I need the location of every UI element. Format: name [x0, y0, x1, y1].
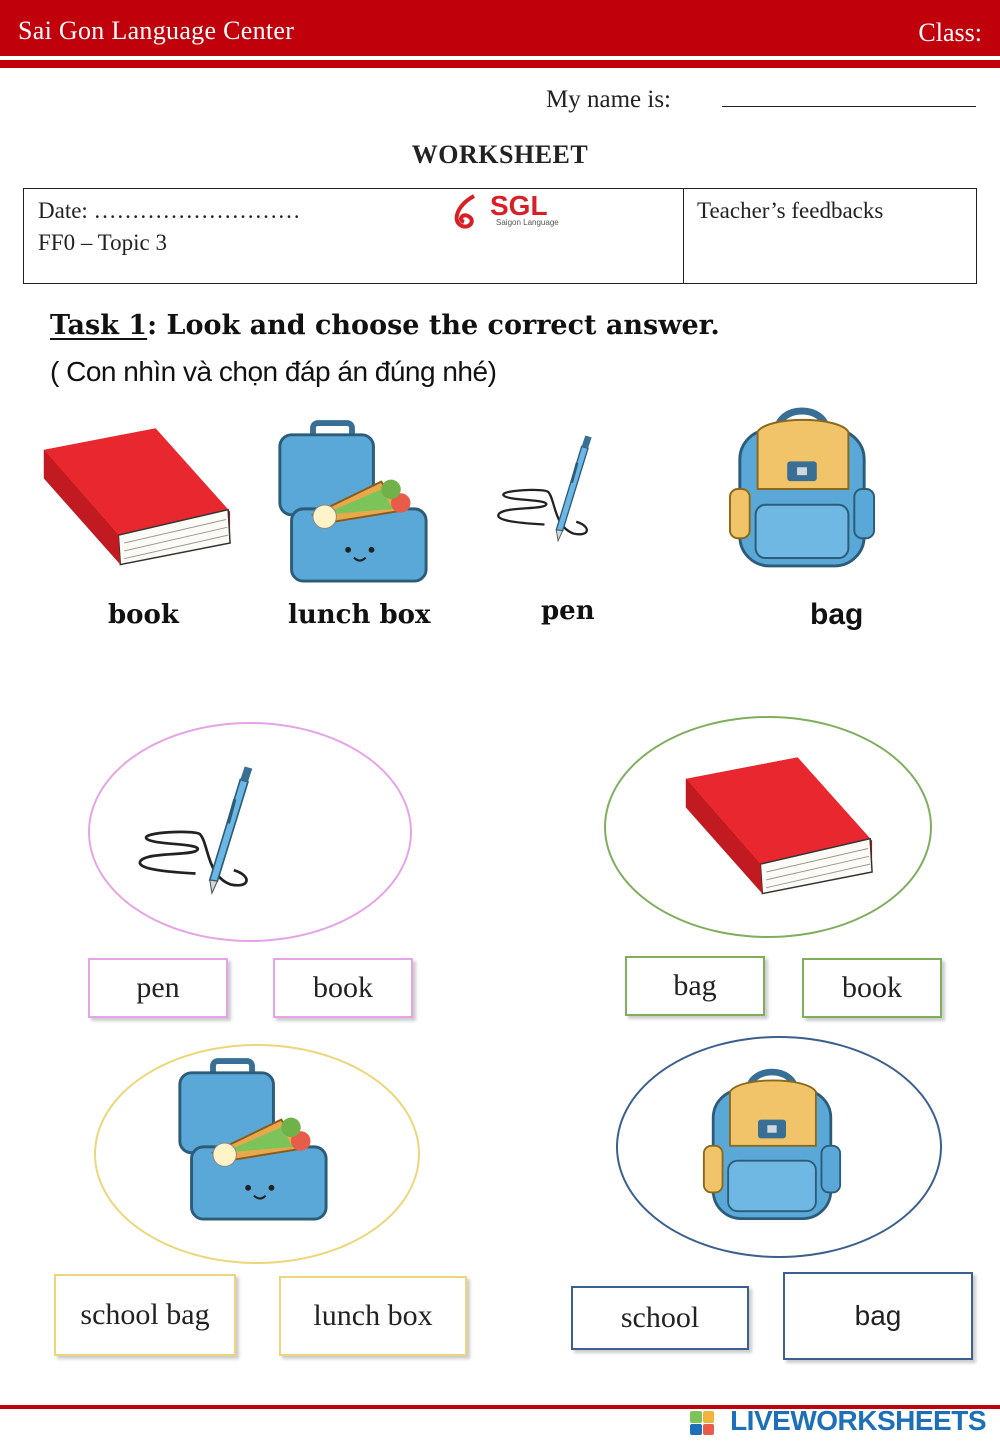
q3-option-2[interactable]: lunch box: [279, 1276, 467, 1356]
vocab-word-bag: bag: [810, 598, 864, 631]
sgl-logo-sub: Saigon Language: [496, 218, 559, 227]
info-divider: [683, 188, 684, 284]
sgl-logo: [452, 190, 562, 232]
center-name: Sai Gon Language Center: [18, 16, 295, 45]
q3-option-1[interactable]: school bag: [54, 1274, 236, 1356]
q1-option-2[interactable]: book: [273, 958, 413, 1018]
feedback-label: Teacher’s feedbacks: [697, 198, 884, 223]
liveworksheets-logo-icon: [690, 1411, 714, 1435]
class-label: Class:: [918, 18, 982, 47]
question-4-backpack-icon: [702, 1060, 842, 1226]
vocab-word-lunch-box: lunch box: [288, 600, 431, 630]
question-2-book-icon: [680, 748, 876, 898]
date-label: Date: ………………………: [38, 198, 301, 223]
q2-option-2[interactable]: book: [802, 958, 942, 1018]
q4-option-1[interactable]: school: [571, 1286, 749, 1350]
lunchbox-icon: [274, 420, 430, 588]
header-underline: [0, 60, 1000, 68]
vocab-word-book: book: [108, 600, 179, 630]
question-1-pen-icon: [130, 754, 272, 910]
q1-option-1[interactable]: pen: [88, 958, 228, 1018]
pen-icon: [490, 430, 608, 550]
q4-option-2[interactable]: bag: [783, 1272, 973, 1360]
name-input-line[interactable]: [722, 106, 976, 107]
name-label: My name is:: [546, 86, 671, 113]
question-3-lunchbox-icon: [174, 1058, 330, 1226]
sgl-logo-text: SGL: [490, 190, 548, 221]
sgl-swoosh-icon: [452, 192, 482, 232]
liveworksheets-brand[interactable]: LIVEWORKSHEETS: [730, 1405, 986, 1436]
task-title: [50, 310, 720, 341]
book-icon: [38, 420, 234, 568]
worksheet-title: WORKSHEET: [411, 140, 589, 169]
task-instruction: : Look and choose the correct answer.: [147, 310, 720, 341]
task-subtitle: ( Con nhìn và chọn đáp án đúng nhé): [50, 356, 497, 387]
task-number: Task 1: [50, 310, 148, 341]
backpack-icon: [728, 402, 876, 570]
course-label: FF0 – Topic 3: [38, 230, 167, 255]
vocab-word-pen: pen: [541, 596, 595, 626]
q2-option-1[interactable]: bag: [625, 956, 765, 1016]
